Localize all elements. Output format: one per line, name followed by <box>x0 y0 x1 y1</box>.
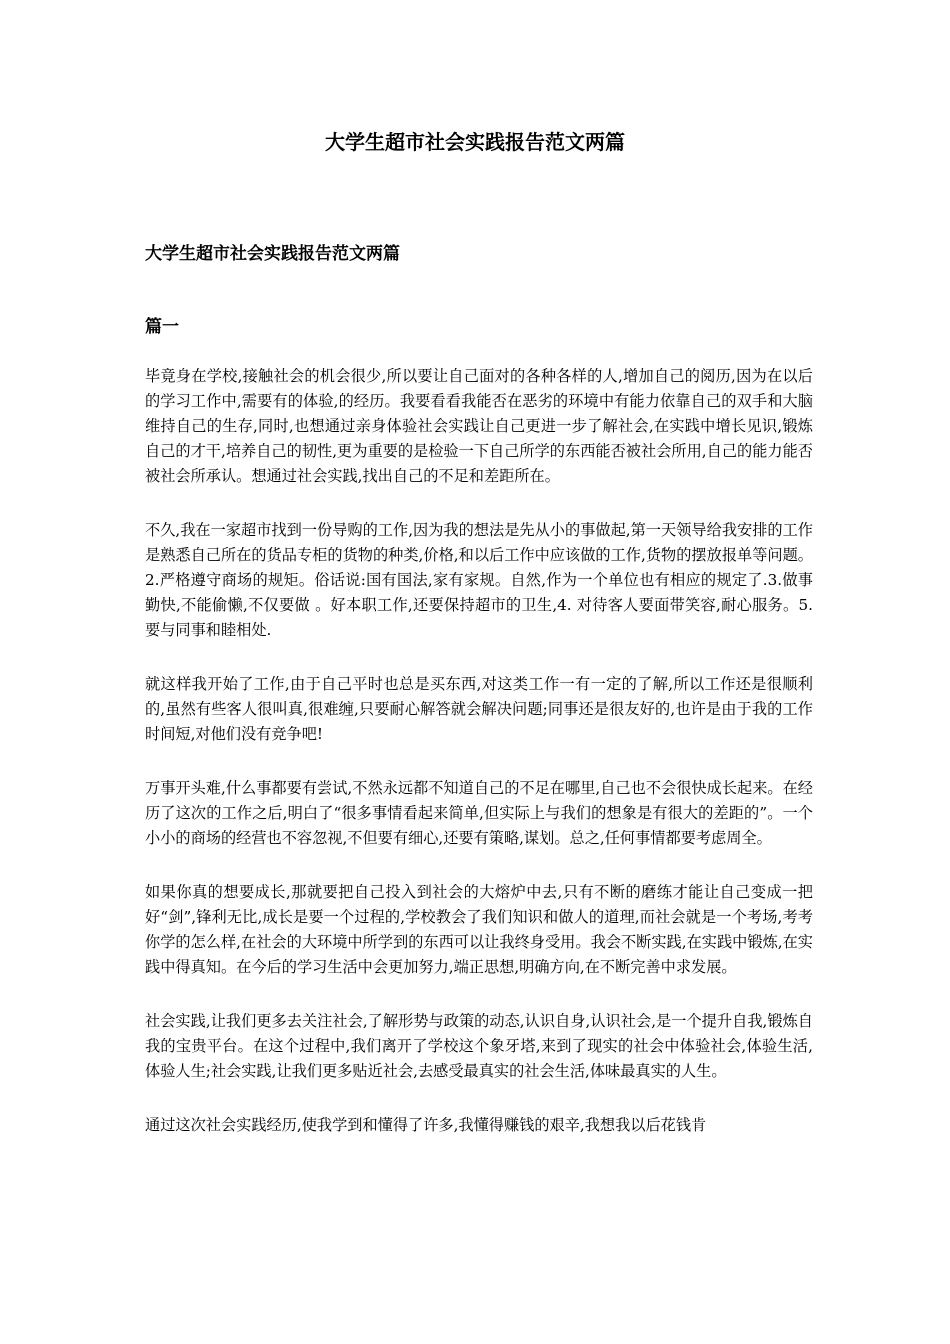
document-body <box>145 364 813 1167</box>
document-title: 大学生超市社会实践报告范文两篇 <box>325 130 625 154</box>
paragraph-4: 万事开头难,什么事都要有尝试,不然永远都不知道自己的不足在哪里,自己也不会很快成长起来。在经历了这次的工作之后,明白了“很多事情看起来简单,但实际上与我们的想象是有很大的差距的”。一个小小的商场的经营也不容忽视,不但要有细心,还要有策略,谋划。总之,任何事情都要考虑周全。 <box>145 779 813 847</box>
paragraph-1: 毕竟身在学校,接触社会的机会很少,所以要让自己面对的各种各样的人,增加自己的阅历,因为在以后的学习工作中,需要有的体验,的经历。我要看看我能否在恶劣的环境中有能力依靠自己的双手和大脑维持自己的生存,同时,也想通过亲身体验社会实践让自己更进一步了解社会,在实践中增长见识,锻炼自己的才干,培养自己的韧性,更为重要的是检验一下自己所学的东西能否被社会所用,自己的能力能否被社会所承认。想通过社会实践,找出自己的不足和差距所在。 <box>145 367 813 485</box>
paragraph-5: 如果你真的想要成长,那就要把自己投入到社会的大熔炉中去,只有不断的磨练才能让自己变成一把好“剑”,锋利无比,成长是要一个过程的,学校教会了我们知识和做人的道理,而社会就是一个考场,考考你学的怎么样,在社会的大环境中所学到的东西可以让我终身受用。我会不断实践,在实践中锻炼,在实践中得真知。在今后的学习生活中会更加努力,端正思想,明确方向,在不断完善中求发展。 <box>145 883 813 976</box>
paragraph-7: 通过这次社会实践经历,使我学到和懂得了许多,我懂得赚钱的艰辛,我想我以后花钱肯 <box>145 1116 707 1134</box>
paragraph-3: 就这样我开始了工作,由于自己平时也总是买东西,对这类工作一有一定的了解,所以工作还是很顺利的,虽然有些客人很叫真,很难缠,只要耐心解答就会解决问题;同事还是很友好的,也许是由于我的工作时间短,对他们没有竞争吧! <box>145 675 813 743</box>
section-heading: 篇一 <box>145 317 179 337</box>
document-subtitle: 大学生超市社会实践报告范文两篇 <box>145 244 400 264</box>
paragraph-6: 社会实践,让我们更多去关注社会,了解形势与政策的动态,认识自身,认识社会,是一个提升自我,锻炼自我的宝贵平台。在这个过程中,我们离开了学校这个象牙塔,来到了现实的社会中体验社会,体验生活,体验人生;社会实践,让我们更多贴近社会,去感受最真实的社会生活,体味最真实的人生。 <box>145 1012 813 1080</box>
paragraph-2: 不久,我在一家超市找到一份导购的工作,因为我的想法是先从小的事做起,第一天领导给我安排的工作是熟悉自己所在的货品专柜的货物的种类,价格,和以后工作中应该做的工作,货物的摆放报单等问题。2.严格遵守商场的规矩。俗话说:国有国法,家有家规。自然,作为一个单位也有相应的规定了.3.做事勤快,不能偷懒,不仅要做 。好本职工作,还要保持超市的卫生,4. 对待客人要面带笑容,耐心服务。5. 要与同事和睦相处. <box>145 521 813 639</box>
